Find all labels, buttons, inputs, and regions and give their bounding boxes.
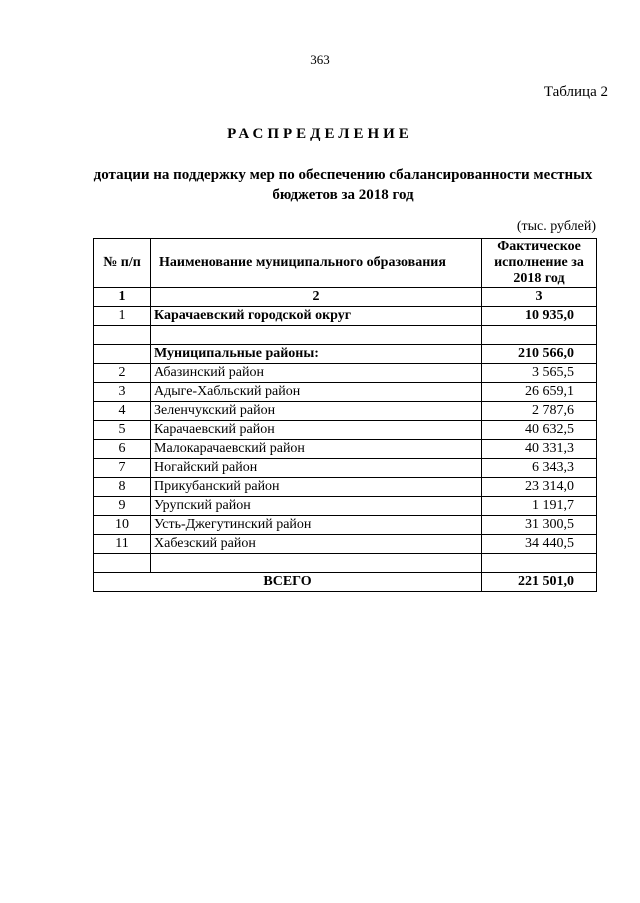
cell-value: 10 935,0 [482, 307, 597, 326]
total-label: ВСЕГО [94, 573, 482, 592]
cell-value [482, 554, 597, 573]
cell-value: 2 787,6 [482, 402, 597, 421]
document-title: РАСПРЕДЕЛЕНИЕ [227, 126, 413, 142]
cell-value: 23 314,0 [482, 478, 597, 497]
cell-name: Ногайский район [151, 459, 482, 478]
table-row [94, 478, 597, 497]
cell-name: Хабезский район [151, 535, 482, 554]
column-number: 2 [151, 288, 482, 307]
cell-num: 9 [94, 497, 151, 516]
cell-name [151, 554, 482, 573]
column-number: 1 [94, 288, 151, 307]
cell-value: 31 300,5 [482, 516, 597, 535]
table-row [94, 421, 597, 440]
cell-name: Муниципальные районы: [151, 345, 482, 364]
cell-value: 34 440,5 [482, 535, 597, 554]
cell-num: 1 [94, 307, 151, 326]
cell-value: 26 659,1 [482, 383, 597, 402]
cell-name: Карачаевский городской округ [151, 307, 482, 326]
cell-num: 10 [94, 516, 151, 535]
cell-name: Усть-Джегутинский район [151, 516, 482, 535]
page-number: 363 [310, 52, 330, 67]
table-row [94, 307, 597, 326]
cell-value: 40 331,3 [482, 440, 597, 459]
column-numbers-row [94, 288, 597, 307]
header-name: Наименование муниципального образования [151, 239, 482, 288]
cell-value: 1 191,7 [482, 497, 597, 516]
cell-value: 210 566,0 [482, 345, 597, 364]
cell-num: 11 [94, 535, 151, 554]
total-row [94, 573, 597, 592]
table-row [94, 383, 597, 402]
total-value: 221 501,0 [482, 573, 597, 592]
cell-name: Абазинский район [151, 364, 482, 383]
cell-name: Зеленчукский район [151, 402, 482, 421]
cell-value: 6 343,3 [482, 459, 597, 478]
cell-num: 4 [94, 402, 151, 421]
cell-name: Адыге-Хабльский район [151, 383, 482, 402]
cell-num [94, 345, 151, 364]
cell-value: 3 565,5 [482, 364, 597, 383]
table-row [94, 440, 597, 459]
table-row [94, 516, 597, 535]
cell-num: 5 [94, 421, 151, 440]
document-subtitle: дотации на поддержку мер по обеспечению сбалансированности местных бюджетов за 2018 год [93, 167, 593, 203]
column-number: 3 [482, 288, 597, 307]
cell-value: 40 632,5 [482, 421, 597, 440]
cell-value [482, 326, 597, 345]
cell-num: 3 [94, 383, 151, 402]
header-value: Фактическое исполнение за 2018 год [482, 239, 597, 288]
table-header-row [94, 239, 597, 288]
units-label: (тыс. рублей) [516, 219, 596, 234]
cell-name: Малокарачаевский район [151, 440, 482, 459]
table-row [94, 364, 597, 383]
table-row [94, 535, 597, 554]
table-row [94, 497, 597, 516]
cell-name: Урупский район [151, 497, 482, 516]
table-row [94, 402, 597, 421]
cell-num [94, 554, 151, 573]
cell-name: Прикубанский район [151, 478, 482, 497]
distribution-table [93, 238, 597, 592]
cell-name: Карачаевский район [151, 421, 482, 440]
table-row [94, 345, 597, 364]
cell-name [151, 326, 482, 345]
table-row [94, 326, 597, 345]
cell-num: 6 [94, 440, 151, 459]
table-label: Таблица 2 [543, 84, 608, 100]
table-row [94, 554, 597, 573]
cell-num [94, 326, 151, 345]
table-row [94, 459, 597, 478]
cell-num: 7 [94, 459, 151, 478]
header-num: № п/п [94, 239, 151, 288]
cell-num: 2 [94, 364, 151, 383]
cell-num: 8 [94, 478, 151, 497]
